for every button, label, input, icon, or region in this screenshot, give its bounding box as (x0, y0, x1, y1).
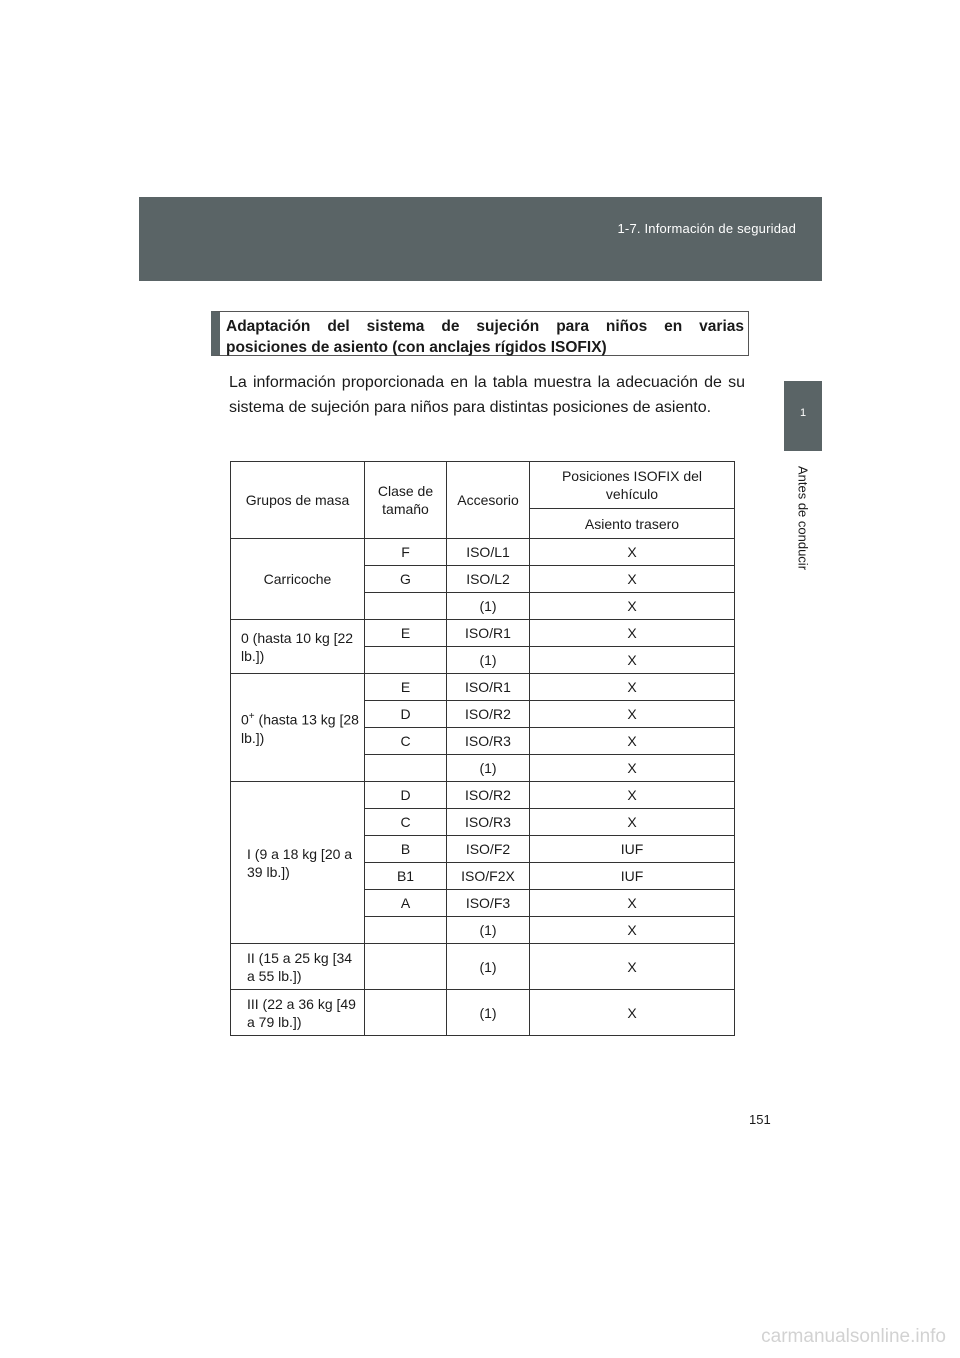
rear-seat-cell: X (530, 782, 735, 809)
group-0-plus-rest: (hasta 13 kg [28 lb.]) (241, 711, 359, 746)
size-class-cell: F (365, 539, 447, 566)
size-class-cell: B (365, 836, 447, 863)
size-class-cell: C (365, 728, 447, 755)
rear-seat-cell: X (530, 539, 735, 566)
table-row (231, 944, 735, 990)
rear-seat-cell: X (530, 990, 735, 1036)
accessory-cell: ISO/R3 (447, 728, 530, 755)
rear-seat-cell: X (530, 917, 735, 944)
header-band (139, 197, 822, 281)
header-rear-seat: Asiento trasero (530, 509, 735, 539)
size-class-cell: D (365, 782, 447, 809)
intro-paragraph: La información proporcionada en la tabla muestra la adecuación de su sistema de sujeción para niños para distintas posiciones de asiento. (229, 374, 745, 416)
rear-seat-cell: IUF (530, 863, 735, 890)
section-title-line1: Adaptación del sistema de sujeción para niños en varias (226, 318, 744, 335)
rear-seat-cell: X (530, 809, 735, 836)
size-class-cell: C (365, 809, 447, 836)
table-row (231, 620, 735, 647)
group-3: III (22 a 36 kg [49 a 79 lb.]) (231, 990, 365, 1036)
size-class-cell (365, 990, 447, 1036)
accessory-cell: ISO/R1 (447, 674, 530, 701)
accessory-cell: ISO/L2 (447, 566, 530, 593)
header-size-class: Clase de tamaño (365, 462, 447, 539)
page-number: 151 (749, 1112, 771, 1127)
accessory-cell: ISO/R3 (447, 809, 530, 836)
table-row (231, 539, 735, 566)
table-header-row (231, 462, 735, 509)
rear-seat-cell: X (530, 890, 735, 917)
rear-seat-cell: X (530, 755, 735, 782)
size-class-cell (365, 593, 447, 620)
rear-seat-cell: X (530, 647, 735, 674)
size-class-cell: D (365, 701, 447, 728)
chapter-number: 1 (799, 407, 807, 419)
accessory-cell: ISO/R2 (447, 782, 530, 809)
group-2: II (15 a 25 kg [34 a 55 lb.]) (231, 944, 365, 990)
group-0-plus-sup: + (248, 711, 255, 723)
size-class-cell: B1 (365, 863, 447, 890)
accessory-cell: (1) (447, 647, 530, 674)
table-row (231, 782, 735, 809)
rear-seat-cell: X (530, 566, 735, 593)
accessory-cell: ISO/F3 (447, 890, 530, 917)
group-carricoche: Carricoche (231, 539, 365, 620)
rear-seat-cell: IUF (530, 836, 735, 863)
size-class-cell: E (365, 620, 447, 647)
size-class-cell: E (365, 674, 447, 701)
accessory-cell: (1) (447, 593, 530, 620)
section-title-box (211, 311, 749, 356)
size-class-cell (365, 917, 447, 944)
accessory-cell: ISO/F2X (447, 863, 530, 890)
rear-seat-cell: X (530, 728, 735, 755)
rear-seat-cell: X (530, 593, 735, 620)
rear-seat-cell: X (530, 701, 735, 728)
accessory-cell: ISO/F2 (447, 836, 530, 863)
accessory-cell: ISO/R2 (447, 701, 530, 728)
header-accessory: Accesorio (447, 462, 530, 539)
section-breadcrumb: 1-7. Información de seguridad (617, 221, 796, 236)
accessory-cell: ISO/R1 (447, 620, 530, 647)
group-0: 0 (hasta 10 kg [22 lb.]) (231, 620, 365, 674)
size-class-cell: A (365, 890, 447, 917)
rear-seat-cell: X (530, 674, 735, 701)
size-class-cell (365, 944, 447, 990)
accessory-cell: ISO/L1 (447, 539, 530, 566)
group-0-plus-base: 0 (241, 711, 249, 728)
size-class-cell: G (365, 566, 447, 593)
rear-seat-cell: X (530, 620, 735, 647)
rear-seat-cell: X (530, 944, 735, 990)
header-mass-group: Grupos de masa (231, 462, 365, 539)
size-class-cell (365, 647, 447, 674)
section-title-line2: posiciones de asiento (con anclajes rígidos ISOFIX) (226, 339, 607, 356)
table-row (231, 990, 735, 1036)
accessory-cell: (1) (447, 990, 530, 1036)
size-class-cell (365, 755, 447, 782)
isofix-suitability-table (230, 461, 735, 1036)
header-positions: Posiciones ISOFIX del vehículo (530, 462, 735, 509)
accessory-cell: (1) (447, 755, 530, 782)
group-0-plus (231, 674, 365, 782)
chapter-tab (784, 381, 822, 451)
watermark: carmanualsonline.info (761, 1326, 946, 1347)
group-1: I (9 a 18 kg [20 a 39 lb.]) (231, 782, 365, 944)
accessory-cell: (1) (447, 917, 530, 944)
chapter-label: Antes de conducir (795, 465, 811, 571)
accessory-cell: (1) (447, 944, 530, 990)
table-row (231, 674, 735, 701)
